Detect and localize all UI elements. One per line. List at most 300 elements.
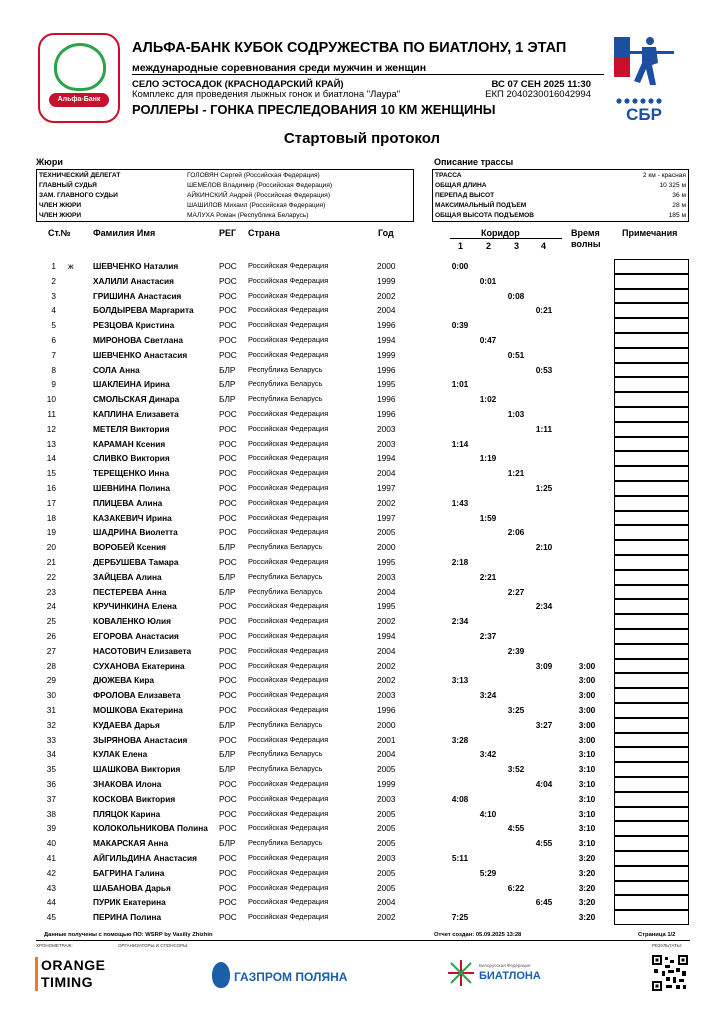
notes-cell [614, 659, 689, 674]
wave-time: 3:00 [578, 675, 596, 686]
notes-cell [614, 437, 689, 452]
wave-time: 3:20 [578, 912, 596, 923]
country-name: Республика Беларусь [248, 542, 323, 552]
country-name: Российская Федерация [248, 438, 329, 448]
event-datetime: ВС 07 СЕН 2025 11:30 [491, 79, 591, 90]
country-name: Российская Федерация [248, 808, 329, 818]
jury-role: ГЛАВНЫЙ СУДЬЯ [39, 181, 97, 189]
belarus-biathlon-logo [446, 958, 546, 990]
start-number: 24 [46, 601, 56, 612]
region-code: РОС [219, 497, 237, 508]
jury-title: Жюри [36, 157, 63, 167]
start-number: 14 [46, 453, 56, 464]
birth-year: 2000 [377, 261, 396, 271]
athlete-name: ШАШКОВА Виктория [93, 764, 181, 775]
gender-marker: ж [68, 261, 74, 271]
course-value: 2 км - красная [642, 171, 686, 179]
table-row [0, 614, 724, 629]
start-number: 9 [51, 379, 56, 390]
notes-cell [614, 496, 689, 511]
table-row [0, 585, 724, 600]
athlete-name: КУДАЕВА Дарья [93, 719, 160, 730]
wave-time: 3:20 [578, 867, 596, 878]
notes-cell [614, 303, 689, 318]
start-number: 5 [51, 320, 56, 331]
course-label: ТРАССА [435, 171, 462, 179]
jury-name: АЙКИНСКИЙ Андрей (Российская Федерация) [187, 191, 331, 199]
heart-biathlete-icon [54, 43, 106, 91]
table-row [0, 333, 724, 348]
jury-role: ЗАМ. ГЛАВНОГО СУДЬИ [39, 191, 118, 199]
region-code: БЛР [219, 586, 236, 597]
start-number: 30 [46, 690, 56, 701]
wave-time: 3:00 [578, 690, 596, 701]
birth-year: 2005 [377, 882, 396, 893]
notes-cell [614, 703, 689, 718]
country-name: Российская Федерация [248, 320, 329, 330]
athlete-name: ДЕРБУШЕВА Тамара [93, 557, 179, 567]
table-row [0, 836, 724, 851]
table-row [0, 540, 724, 555]
notes-cell [614, 807, 689, 822]
table-row [0, 866, 724, 881]
country-name: Республика Беларусь [248, 379, 323, 389]
region-code: РОС [219, 601, 237, 612]
wave-time: 3:20 [578, 897, 596, 908]
start-time: 4:55 [535, 838, 553, 849]
country-name: Российская Федерация [248, 527, 329, 537]
country-name: Российская Федерация [248, 616, 329, 626]
start-time: 1:02 [479, 394, 497, 405]
region-code: РОС [219, 853, 237, 863]
birth-year: 2003 [377, 423, 396, 434]
start-number: 36 [46, 779, 56, 789]
athlete-name: РЕЗЦОВА Кристина [93, 320, 175, 331]
country-name: Российская Федерация [248, 645, 329, 655]
athlete-name: ЗНАКОВА Илона [93, 779, 162, 789]
start-time: 4:10 [479, 808, 497, 819]
table-row [0, 644, 724, 659]
country-name: Российская Федерация [248, 734, 329, 744]
sbr-logo-text: СБР [626, 105, 662, 124]
birth-year: 2003 [377, 853, 396, 863]
region-code: РОС [219, 409, 237, 419]
region-code: РОС [219, 483, 237, 493]
col-wave-time-1: Время [571, 228, 600, 238]
start-time: 1:43 [451, 497, 469, 508]
athlete-name: ФРОЛОВА Елизавета [93, 690, 181, 701]
start-time: 6:22 [507, 882, 525, 893]
athlete-name: КРУЧИНКИНА Елена [93, 601, 177, 612]
start-time: 1:03 [507, 409, 525, 419]
jury-role: ТЕХНИЧЕСКИЙ ДЕЛЕГАТ [39, 171, 121, 179]
table-row [0, 659, 724, 674]
notes-cell [614, 407, 689, 422]
table-row [0, 348, 724, 363]
start-number: 32 [46, 719, 56, 730]
region-code: РОС [219, 453, 237, 464]
table-row [0, 303, 724, 318]
country-name: Республика Беларусь [248, 749, 323, 759]
wave-time: 3:10 [578, 808, 596, 819]
birth-year: 2003 [377, 571, 396, 582]
table-row [0, 274, 724, 289]
country-name: Российская Федерация [248, 853, 329, 862]
birth-year: 1997 [377, 512, 396, 523]
table-row [0, 747, 724, 762]
start-number: 12 [46, 423, 56, 434]
table-row [0, 629, 724, 644]
table-row [0, 777, 724, 792]
start-number: 22 [46, 571, 56, 582]
snowflake-icon [446, 958, 476, 988]
country-name: Российская Федерация [248, 793, 329, 803]
start-time: 0:39 [451, 320, 469, 331]
start-number: 8 [51, 364, 56, 375]
col-corridor: Коридор [481, 228, 520, 238]
start-time: 7:25 [451, 912, 469, 923]
birth-year: 2002 [377, 290, 396, 301]
region-code: РОС [219, 468, 237, 479]
start-number: 27 [46, 645, 56, 656]
notes-cell [614, 466, 689, 481]
course-label: ОБЩАЯ ДЛИНА [435, 181, 487, 189]
athlete-name: КАПЛИНА Елизавета [93, 409, 179, 419]
col-reg: РЕГ [219, 228, 237, 238]
birth-year: 1999 [377, 349, 396, 360]
country-name: Российская Федерация [248, 660, 329, 670]
table-row [0, 437, 724, 452]
country-name: Российская Федерация [248, 453, 329, 463]
region-code: БЛР [219, 764, 236, 775]
table-row [0, 599, 724, 614]
country-name: Республика Беларусь [248, 364, 323, 374]
table-row [0, 451, 724, 466]
athlete-name: МАКАРСКАЯ Анна [93, 838, 169, 849]
start-time: 1:14 [451, 438, 469, 449]
athlete-name: ДЮЖЕВА Кира [93, 675, 155, 686]
notes-cell [614, 733, 689, 748]
start-time: 0:53 [535, 364, 553, 375]
birth-year: 2000 [377, 542, 396, 553]
start-number: 43 [46, 882, 56, 893]
athlete-name: ПЕРИНА Полина [93, 912, 162, 923]
corridor-divider [450, 238, 562, 239]
athlete-name: СЛИВКО Виктория [93, 453, 170, 464]
alfa-bank-logo-text: Альфа-Банк [49, 93, 109, 107]
notes-cell [614, 895, 689, 910]
start-time: 0:51 [507, 349, 525, 360]
notes-cell [614, 555, 689, 570]
results-qr-code[interactable] [652, 955, 688, 991]
start-time: 2:39 [507, 645, 525, 656]
notes-cell [614, 289, 689, 304]
wave-time: 3:10 [578, 823, 596, 834]
event-venue: Комплекс для проведения лыжных гонок и биатлона "Лаура" [132, 89, 401, 100]
start-number: 38 [46, 808, 56, 819]
country-name: Российская Федерация [248, 897, 329, 907]
region-code: РОС [219, 867, 237, 878]
athlete-name: ЗЫРЯНОВА Анастасия [93, 734, 188, 745]
region-code: БЛР [219, 719, 236, 730]
notes-cell [614, 599, 689, 614]
event-title: АЛЬФА-БАНК КУБОК СОДРУЖЕСТВА ПО БИАТЛОНУ, 1 ЭТАП [132, 40, 567, 56]
start-number: 33 [46, 734, 56, 745]
country-name: Российская Федерация [248, 675, 329, 685]
athlete-name: ПЛЯЦОК Карина [93, 808, 161, 819]
orange-timing-text-2: TIMING [41, 974, 93, 990]
notes-cell [614, 363, 689, 378]
notes-cell [614, 481, 689, 496]
table-row [0, 673, 724, 688]
gazprom-polyana-logo [212, 962, 348, 992]
start-number: 1 [51, 261, 56, 271]
region-code: БЛР [219, 394, 236, 405]
table-row [0, 807, 724, 822]
region-code: РОС [219, 438, 237, 449]
course-value: 36 м [672, 191, 686, 199]
notes-cell [614, 348, 689, 363]
jury-box [36, 169, 414, 222]
wave-time: 3:10 [578, 779, 596, 789]
wave-time: 3:20 [578, 882, 596, 893]
birth-year: 2002 [377, 675, 396, 686]
country-name: Республика Беларусь [248, 571, 323, 581]
wave-time: 3:20 [578, 853, 596, 863]
country-name: Российская Федерация [248, 823, 329, 833]
course-title: Описание трассы [434, 157, 514, 167]
notes-cell [614, 540, 689, 555]
athlete-name: ГРИШИНА Анастасия [93, 290, 182, 301]
table-row [0, 289, 724, 304]
start-time: 3:42 [479, 749, 497, 760]
table-row [0, 895, 724, 910]
country-name: Республика Беларусь [248, 586, 323, 596]
country-name: Российская Федерация [248, 497, 329, 507]
col-wave-time-2: волны [571, 239, 601, 249]
event-place: СЕЛО ЭСТОСАДОК (КРАСНОДАРСКИЙ КРАЙ) [132, 79, 344, 90]
notes-cell [614, 274, 689, 289]
notes-cell [614, 910, 689, 925]
col-corridor-1: 1 [458, 241, 464, 251]
start-number: 44 [46, 897, 56, 908]
start-number: 41 [46, 853, 56, 863]
birth-year: 2005 [377, 823, 396, 834]
gazprom-polyana-text: ГАЗПРОМ ПОЛЯНА [234, 970, 348, 984]
col-name: Фамилия Имя [93, 228, 156, 238]
table-row [0, 688, 724, 703]
athlete-name: КУЛАК Елена [93, 749, 148, 760]
start-time: 1:01 [451, 379, 469, 390]
start-time: 3:28 [451, 734, 469, 745]
notes-cell [614, 259, 689, 274]
country-name: Российская Федерация [248, 423, 329, 433]
athlete-name: ТЕРЕЩЕНКО Инна [93, 468, 170, 479]
wave-time: 3:00 [578, 719, 596, 730]
region-code: РОС [219, 527, 237, 538]
country-name: Российская Федерация [248, 512, 329, 522]
region-code: РОС [219, 275, 237, 286]
notes-cell [614, 762, 689, 777]
country-name: Российская Федерация [248, 483, 329, 492]
notes-cell [614, 511, 689, 526]
notes-cell [614, 851, 689, 866]
jury-role: ЧЛЕН ЖЮРИ [39, 212, 82, 220]
start-number: 35 [46, 764, 56, 775]
start-time: 1:59 [479, 512, 497, 523]
athlete-name: КОСКОВА Виктория [93, 793, 176, 804]
start-time: 1:25 [535, 483, 553, 493]
country-name: Российская Федерация [248, 705, 329, 714]
athlete-name: ШЕВНИНА Полина [93, 483, 170, 493]
birth-year: 1999 [377, 779, 396, 789]
start-number: 7 [51, 349, 56, 360]
athlete-name: ПЕСТЕРЕВА Анна [93, 586, 167, 597]
birth-year: 2005 [377, 867, 396, 878]
start-number: 2 [51, 275, 56, 286]
start-number: 42 [46, 867, 56, 878]
start-time: 0:47 [479, 335, 497, 345]
notes-cell [614, 792, 689, 807]
event-ekp: ЕКП 2040230016042994 [485, 89, 591, 100]
start-number: 6 [51, 335, 56, 345]
region-code: РОС [219, 512, 237, 523]
start-time: 4:55 [507, 823, 525, 834]
table-row [0, 910, 724, 925]
notes-cell [614, 777, 689, 792]
country-name: Российская Федерация [248, 912, 329, 922]
jury-name: ШАШИЛОВ Михаил (Российская Федерация) [187, 202, 326, 210]
start-time: 0:00 [451, 261, 469, 271]
athlete-name: ПЛИЦЕВА Алина [93, 497, 163, 508]
athlete-name: КАЗАКЕВИЧ Ирина [93, 512, 172, 523]
birth-year: 1999 [377, 275, 396, 286]
region-code: РОС [219, 734, 237, 745]
birth-year: 2001 [377, 734, 396, 745]
table-row [0, 821, 724, 836]
notes-cell [614, 333, 689, 348]
birth-year: 2005 [377, 838, 396, 849]
notes-cell [614, 318, 689, 333]
country-name: Российская Федерация [248, 349, 329, 359]
birth-year: 2005 [377, 808, 396, 819]
biathlon-text: БИАТЛОНА [479, 970, 541, 982]
jury-role: ЧЛЕН ЖЮРИ [39, 202, 82, 210]
notes-cell [614, 570, 689, 585]
athlete-name: ШЕВЧЕНКО Анастасия [93, 349, 188, 360]
col-corridor-4: 4 [541, 241, 547, 251]
table-row [0, 377, 724, 392]
start-number: 25 [46, 616, 56, 627]
country-name: Российская Федерация [248, 275, 329, 285]
table-row [0, 392, 724, 407]
table-row [0, 555, 724, 570]
alfa-bank-cup-logo [38, 33, 120, 123]
col-start-no: Ст.№ [48, 228, 71, 238]
start-number: 11 [47, 409, 56, 419]
region-code: РОС [219, 675, 237, 686]
jury-name: ШЕМЕЛОВ Владимир (Российская Федерация) [187, 181, 333, 189]
region-code: РОС [219, 423, 237, 434]
start-number: 15 [46, 468, 56, 479]
birth-year: 2003 [377, 438, 396, 449]
athlete-name: ШАКЛЕИНА Ирина [93, 379, 170, 390]
birth-year: 1997 [377, 483, 396, 493]
birth-year: 2002 [377, 616, 396, 627]
athlete-name: КОВАЛЕНКО Юлия [93, 616, 171, 627]
table-row [0, 792, 724, 807]
start-number: 13 [46, 438, 56, 449]
col-year: Год [378, 228, 394, 238]
start-time: 1:11 [535, 423, 553, 434]
notes-cell [614, 451, 689, 466]
country-name: Российская Федерация [248, 631, 329, 640]
region-code: РОС [219, 882, 237, 893]
country-name: Российская Федерация [248, 867, 329, 877]
start-number: 19 [46, 527, 56, 538]
start-time: 0:21 [535, 305, 553, 316]
birth-year: 1995 [377, 601, 396, 612]
course-box [432, 169, 689, 222]
wave-time: 3:10 [578, 793, 596, 804]
start-time: 6:45 [535, 897, 553, 908]
athlete-name: ЗАЙЦЕВА Алина [93, 571, 162, 582]
country-name: Российская Федерация [248, 335, 329, 344]
footer-data-source: Данные получены с помощью ПО: WSRP by Vasiliy Zhizhin [44, 932, 213, 938]
course-label: ПЕРЕПАД ВЫСОТ [435, 191, 495, 199]
start-number: 23 [46, 586, 56, 597]
birth-year: 2004 [377, 586, 396, 597]
athlete-name: ХАЛИЛИ Анастасия [93, 275, 174, 286]
country-name: Республика Беларусь [248, 394, 323, 404]
course-value: 10 325 м [659, 181, 686, 189]
col-country: Страна [248, 228, 280, 238]
table-row [0, 733, 724, 748]
start-time: 4:08 [451, 793, 469, 804]
qr-code-icon [652, 955, 688, 991]
birth-year: 1996 [377, 409, 396, 419]
table-row [0, 762, 724, 777]
birth-year: 2002 [377, 912, 396, 923]
athlete-name: КАРАМАН Ксения [93, 438, 166, 449]
start-time: 5:11 [451, 853, 469, 863]
birth-year: 2004 [377, 749, 396, 760]
race-title: РОЛЛЕРЫ - ГОНКА ПРЕСЛЕДОВАНИЯ 10 КМ ЖЕНЩИНЫ [132, 102, 496, 117]
table-row [0, 407, 724, 422]
birth-year: 2002 [377, 660, 396, 671]
start-number: 17 [46, 497, 56, 508]
wave-time: 3:00 [578, 734, 596, 745]
notes-cell [614, 673, 689, 688]
country-name: Российская Федерация [248, 261, 329, 270]
footer-timing-label: ХРОНОМЕТРАЖ: [36, 943, 73, 948]
notes-cell [614, 629, 689, 644]
birth-year: 1996 [377, 394, 396, 405]
footer-results-label: РЕЗУЛЬТАТЫ: [652, 943, 682, 948]
athlete-name: ПУРИК Екатерина [93, 897, 166, 908]
birth-year: 2004 [377, 305, 396, 316]
country-name: Российская Федерация [248, 557, 329, 566]
gazprom-flame-icon [212, 962, 230, 988]
start-number: 37 [46, 793, 56, 804]
athlete-name: ШАБАНОВА Дарья [93, 882, 171, 893]
notes-cell [614, 866, 689, 881]
birth-year: 1996 [377, 364, 396, 375]
start-number: 10 [46, 394, 56, 405]
header-divider [132, 74, 604, 75]
start-time: 2:10 [535, 542, 553, 553]
start-time: 0:08 [507, 290, 525, 301]
